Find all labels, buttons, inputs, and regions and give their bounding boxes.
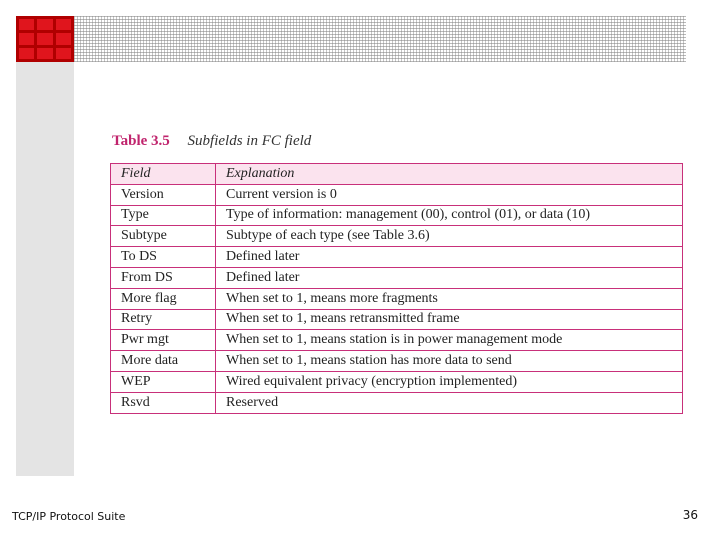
explanation-cell: Reserved	[216, 392, 683, 413]
table-row	[111, 247, 683, 268]
explanation-cell: When set to 1, means station has more data to send	[216, 351, 683, 372]
table-row	[111, 330, 683, 351]
table-row	[111, 371, 683, 392]
footer-title: TCP/IP Protocol Suite	[12, 510, 126, 523]
explanation-cell: When set to 1, means station is in power management mode	[216, 330, 683, 351]
explanation-cell: Defined later	[216, 247, 683, 268]
field-cell: Rsvd	[111, 392, 216, 413]
explanation-cell: When set to 1, means more fragments	[216, 288, 683, 309]
explanation-cell: When set to 1, means retransmitted frame	[216, 309, 683, 330]
table-header-row	[111, 164, 683, 185]
page-number: 36	[682, 508, 698, 522]
table-row	[111, 288, 683, 309]
header-pattern-band	[74, 16, 686, 62]
explanation-cell: Type of information: management (00), control (01), or data (10)	[216, 205, 683, 226]
explanation-cell: Current version is 0	[216, 184, 683, 205]
table-number: Table 3.5	[112, 133, 170, 149]
field-cell: Retry	[111, 309, 216, 330]
table-row	[111, 267, 683, 288]
table-caption	[112, 133, 311, 150]
explanation-cell: Subtype of each type (see Table 3.6)	[216, 226, 683, 247]
explanation-cell: Defined later	[216, 267, 683, 288]
field-cell: Type	[111, 205, 216, 226]
field-cell: Version	[111, 184, 216, 205]
table-row	[111, 392, 683, 413]
explanation-cell: Wired equivalent privacy (encryption implemented)	[216, 371, 683, 392]
column-header-field: Field	[111, 164, 216, 185]
table-row	[111, 309, 683, 330]
table-body	[111, 184, 683, 413]
table-row	[111, 226, 683, 247]
column-header-explanation: Explanation	[216, 164, 683, 185]
field-cell: More data	[111, 351, 216, 372]
table-row	[111, 205, 683, 226]
table-row	[111, 184, 683, 205]
field-cell: More flag	[111, 288, 216, 309]
grid-logo-icon	[16, 16, 74, 62]
table-title: Subfields in FC field	[187, 133, 312, 149]
field-cell: Subtype	[111, 226, 216, 247]
fc-subfields-table	[110, 163, 683, 414]
field-cell: Pwr mgt	[111, 330, 216, 351]
field-cell: To DS	[111, 247, 216, 268]
table-row	[111, 351, 683, 372]
field-cell: From DS	[111, 267, 216, 288]
left-sidebar-band	[16, 16, 74, 476]
field-cell: WEP	[111, 371, 216, 392]
